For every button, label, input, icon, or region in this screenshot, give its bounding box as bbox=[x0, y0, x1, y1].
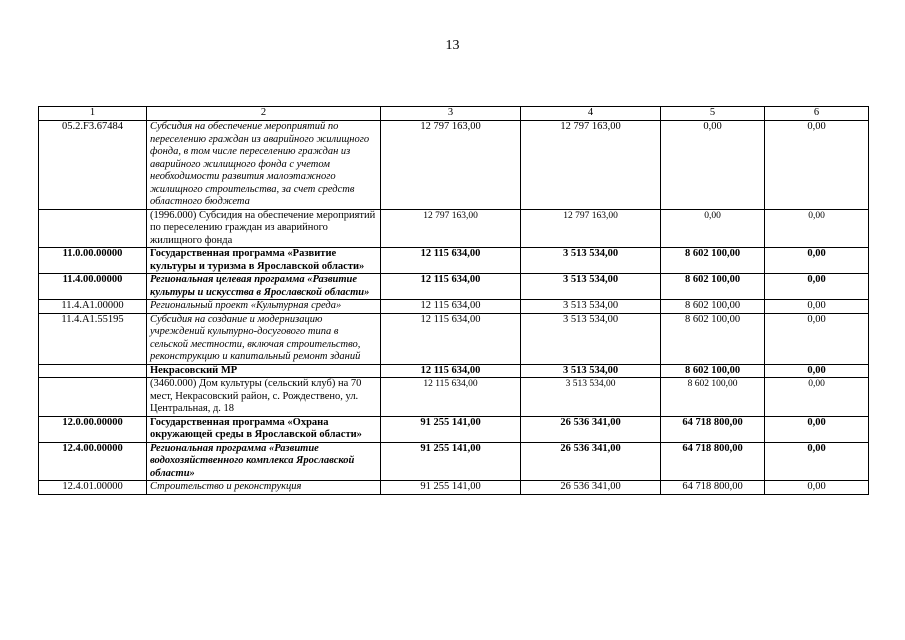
row-name: (3460.000) Дом культуры (сельский клуб) на 70 мест, Некрасовский район, с. Рождествено, ул. Центральная, д. 18 bbox=[147, 378, 381, 417]
row-value-5: 64 718 800,00 bbox=[661, 481, 765, 495]
column-header: 1 bbox=[39, 107, 147, 121]
row-name: Субсидия на создание и модернизацию учреждений культурно-досугового типа в сельской местности, включая строительство, реконструкцию и капитальный ремонт зданий bbox=[147, 313, 381, 364]
row-value-5: 8 602 100,00 bbox=[661, 274, 765, 300]
row-value-6: 0,00 bbox=[765, 248, 869, 274]
row-code: 12.0.00.00000 bbox=[39, 416, 147, 442]
row-code: 11.4.00.00000 bbox=[39, 274, 147, 300]
row-value-4: 26 536 341,00 bbox=[521, 442, 661, 481]
row-name: Строительство и реконструкция bbox=[147, 481, 381, 495]
row-value-3: 12 115 634,00 bbox=[381, 364, 521, 378]
table-row bbox=[39, 442, 869, 481]
row-value-4: 3 513 534,00 bbox=[521, 364, 661, 378]
row-value-4: 26 536 341,00 bbox=[521, 416, 661, 442]
column-header: 3 bbox=[381, 107, 521, 121]
row-value-3: 12 115 634,00 bbox=[381, 300, 521, 314]
table-row bbox=[39, 416, 869, 442]
column-header: 5 bbox=[661, 107, 765, 121]
row-value-4: 3 513 534,00 bbox=[521, 248, 661, 274]
table-row bbox=[39, 209, 869, 248]
row-value-3: 12 115 634,00 bbox=[381, 274, 521, 300]
row-value-5: 8 602 100,00 bbox=[661, 364, 765, 378]
table-row bbox=[39, 300, 869, 314]
table-row bbox=[39, 481, 869, 495]
row-value-4: 3 513 534,00 bbox=[521, 300, 661, 314]
table-row bbox=[39, 378, 869, 417]
row-code bbox=[39, 209, 147, 248]
row-value-6: 0,00 bbox=[765, 416, 869, 442]
row-value-5: 8 602 100,00 bbox=[661, 300, 765, 314]
row-name: (1996.000) Субсидия на обеспечение мероприятий по переселению граждан из аварийного жилищного фонда bbox=[147, 209, 381, 248]
budget-table bbox=[38, 106, 869, 495]
row-value-5: 8 602 100,00 bbox=[661, 248, 765, 274]
row-name: Государственная программа «Охрана окружающей среды в Ярославской области» bbox=[147, 416, 381, 442]
row-code: 11.4.A1.55195 bbox=[39, 313, 147, 364]
row-value-6: 0,00 bbox=[765, 442, 869, 481]
row-value-4: 12 797 163,00 bbox=[521, 121, 661, 210]
row-name: Региональная целевая программа «Развитие культуры и искусства в Ярославской области» bbox=[147, 274, 381, 300]
row-value-5: 0,00 bbox=[661, 121, 765, 210]
column-header: 4 bbox=[521, 107, 661, 121]
row-value-4: 3 513 534,00 bbox=[521, 313, 661, 364]
row-value-6: 0,00 bbox=[765, 300, 869, 314]
row-value-3: 91 255 141,00 bbox=[381, 416, 521, 442]
row-value-5: 64 718 800,00 bbox=[661, 442, 765, 481]
row-value-5: 8 602 100,00 bbox=[661, 313, 765, 364]
table-row bbox=[39, 364, 869, 378]
row-code bbox=[39, 364, 147, 378]
row-code: 12.4.01.00000 bbox=[39, 481, 147, 495]
row-code bbox=[39, 378, 147, 417]
column-header: 6 bbox=[765, 107, 869, 121]
row-value-5: 0,00 bbox=[661, 209, 765, 248]
row-value-3: 12 115 634,00 bbox=[381, 378, 521, 417]
row-value-6: 0,00 bbox=[765, 209, 869, 248]
row-code: 11.4.A1.00000 bbox=[39, 300, 147, 314]
row-value-3: 12 797 163,00 bbox=[381, 209, 521, 248]
table-row bbox=[39, 121, 869, 210]
row-code: 05.2.F3.67484 bbox=[39, 121, 147, 210]
page-number: 13 bbox=[445, 38, 460, 53]
row-value-5: 64 718 800,00 bbox=[661, 416, 765, 442]
row-value-6: 0,00 bbox=[765, 481, 869, 495]
row-value-5: 8 602 100,00 bbox=[661, 378, 765, 417]
table-header-row bbox=[39, 107, 869, 121]
row-value-4: 3 513 534,00 bbox=[521, 378, 661, 417]
row-code: 11.0.00.00000 bbox=[39, 248, 147, 274]
row-value-6: 0,00 bbox=[765, 364, 869, 378]
row-value-3: 12 115 634,00 bbox=[381, 313, 521, 364]
table-row bbox=[39, 274, 869, 300]
row-name: Региональный проект «Культурная среда» bbox=[147, 300, 381, 314]
row-value-6: 0,00 bbox=[765, 313, 869, 364]
row-value-6: 0,00 bbox=[765, 378, 869, 417]
table-row bbox=[39, 313, 869, 364]
row-name: Государственная программа «Развитие культуры и туризма в Ярославской области» bbox=[147, 248, 381, 274]
row-value-4: 12 797 163,00 bbox=[521, 209, 661, 248]
row-value-6: 0,00 bbox=[765, 274, 869, 300]
row-name: Некрасовский МР bbox=[147, 364, 381, 378]
row-value-4: 26 536 341,00 bbox=[521, 481, 661, 495]
row-value-3: 91 255 141,00 bbox=[381, 481, 521, 495]
column-header: 2 bbox=[147, 107, 381, 121]
row-value-3: 12 115 634,00 bbox=[381, 248, 521, 274]
row-value-6: 0,00 bbox=[765, 121, 869, 210]
row-code: 12.4.00.00000 bbox=[39, 442, 147, 481]
row-name: Субсидия на обеспечение мероприятий по переселению граждан из аварийного жилищного фонда, в том числе переселению граждан из аварийного жилищного фонда с учетом необходимости развития малоэтажного жилищного строительства, за счет средств областного бюджета bbox=[147, 121, 381, 210]
row-value-4: 3 513 534,00 bbox=[521, 274, 661, 300]
row-value-3: 12 797 163,00 bbox=[381, 121, 521, 210]
table-row bbox=[39, 248, 869, 274]
row-value-3: 91 255 141,00 bbox=[381, 442, 521, 481]
row-name: Региональная программа «Развитие водохозяйственного комплекса Ярославской области» bbox=[147, 442, 381, 481]
